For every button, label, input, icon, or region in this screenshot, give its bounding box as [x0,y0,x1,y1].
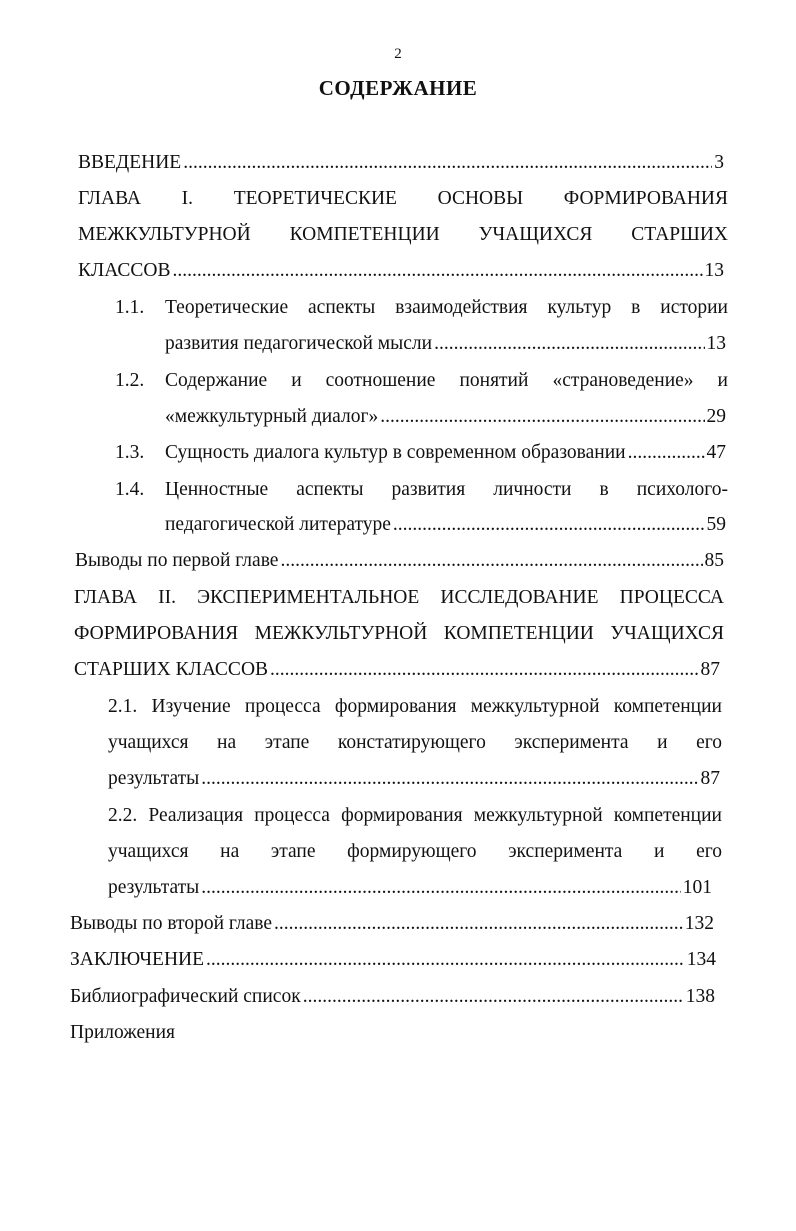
toc-entry-label: результаты [108,877,200,898]
toc-entry-bibliography[interactable] [70,984,715,1010]
toc-chapter2-line1[interactable]: ГЛАВА II. ЭКСПЕРИМЕНТАЛЬНОЕ ИССЛЕДОВАНИЕ ПРОЦЕССА [74,587,724,608]
toc-section-number: 1.1. [115,297,145,318]
toc-entry-label: КЛАССОВ [78,260,171,281]
toc-chapter1-line2[interactable]: МЕЖКУЛЬТУРНОЙ КОМПЕТЕНЦИИ УЧАЩИХСЯ СТАРШИХ [78,224,728,245]
toc-section-2-1-line1[interactable]: 2.1. Изучение процесса формирования межкультурной компетенции [108,696,722,717]
toc-entry-page: 134 [686,949,716,970]
toc-entry-label: СТАРШИХ КЛАССОВ [74,659,269,680]
toc-entry-page: 87 [700,768,720,789]
toc-section-2-1-line3[interactable] [108,766,720,792]
toc-section-number: 1.2. [115,370,145,391]
dot-leader [274,911,683,937]
dot-leader [201,766,698,792]
dot-leader [393,512,705,538]
toc-section-2-1-line2[interactable]: учащихся на этапе констатирующего эксперимента и его [108,732,722,753]
toc-entry-label: ЗАКЛЮЧЕНИЕ [70,949,205,970]
toc-entry-label: педагогической литературе [165,514,391,535]
toc-entry-intro[interactable] [78,150,724,176]
toc-entry-conclusions-1[interactable] [75,548,724,574]
toc-entry-label: результаты [108,768,200,789]
page-number: 2 [394,46,402,62]
toc-chapter1-line1[interactable]: ГЛАВА I. ТЕОРЕТИЧЕСКИЕ ОСНОВЫ ФОРМИРОВАНИЯ [78,188,728,209]
toc-entry-page: 3 [714,152,724,173]
toc-entry-label: Выводы по первой главе [75,550,279,571]
toc-entry-page: 13 [704,260,724,281]
toc-section-1-3-line1[interactable] [165,440,726,466]
dot-leader [183,150,712,176]
toc-entry-label: Библиографический список [70,986,301,1007]
toc-entry-page: 85 [704,550,724,571]
toc-entry-page: 87 [700,659,720,680]
toc-section-number: 1.3. [115,442,145,463]
dot-leader [628,440,705,466]
dot-leader [201,875,681,901]
dot-leader [206,947,685,973]
toc-entry-page: 29 [706,406,726,427]
toc-section-2-2-line3[interactable] [108,875,712,901]
toc-entry-appendices[interactable]: Приложения [70,1022,175,1043]
toc-section-2-2-line1[interactable]: 2.2. Реализация процесса формирования межкультурной компетенции [108,805,722,826]
toc-entry-page: 13 [706,333,726,354]
toc-entry-label: Выводы по второй главе [70,913,273,934]
toc-entry-label: ВВЕДЕНИЕ [78,152,182,173]
toc-entry-page: 138 [685,986,715,1007]
toc-entry-conclusions-2[interactable] [70,911,714,937]
toc-section-1-4-line1[interactable]: Ценностные аспекты развития личности в психолого- [165,479,728,500]
toc-chapter2-line2[interactable]: ФОРМИРОВАНИЯ МЕЖКУЛЬТУРНОЙ КОМПЕТЕНЦИИ УЧАЩИХСЯ [74,623,724,644]
toc-section-number: 1.4. [115,479,145,500]
page-title: СОДЕРЖАНИЕ [318,76,478,100]
toc-chapter1-line3[interactable] [78,258,724,284]
toc-entry-page: 132 [684,913,714,934]
toc-section-1-1-line1[interactable]: Теоретические аспекты взаимодействия культур в истории [165,297,728,318]
toc-entry-page: 101 [682,877,712,898]
toc-chapter2-line3[interactable] [74,657,720,683]
dot-leader [270,657,698,683]
dot-leader [280,548,702,574]
toc-entry-conclusion[interactable] [70,947,716,973]
toc-section-1-4-line2[interactable] [165,512,726,538]
toc-section-1-1-line2[interactable] [165,331,726,357]
dot-leader [380,404,704,430]
toc-section-1-2-line1[interactable]: Содержание и соотношение понятий «страноведение» и [165,370,728,391]
toc-entry-page: 59 [706,514,726,535]
toc-section-2-2-line2[interactable]: учащихся на этапе формирующего эксперимента и его [108,841,722,862]
toc-entry-label: Сущность диалога культур в современном образовании [165,442,626,463]
toc-entry-label: «межкультурный диалог» [165,406,379,427]
dot-leader [172,258,702,284]
dot-leader [434,331,704,357]
dot-leader [303,984,684,1010]
toc-entry-page: 47 [706,442,726,463]
toc-section-1-2-line2[interactable] [165,404,726,430]
toc-entry-label: развития педагогической мысли [165,333,433,354]
